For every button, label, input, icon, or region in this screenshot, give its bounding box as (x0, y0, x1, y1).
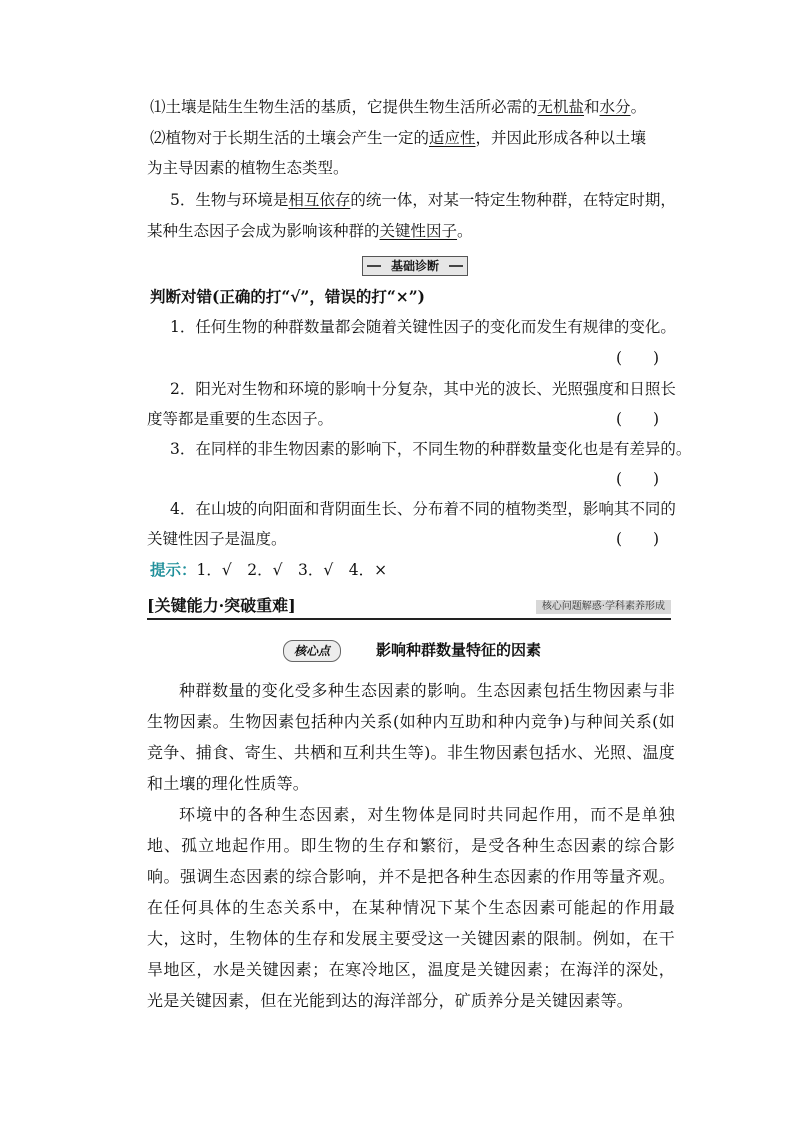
question-2-line-1: 2．阳光对生物和环境的影响十分复杂，其中光的波长、光照强度和日照长 (170, 380, 676, 398)
tip-answers: 1．√ 2．√ 3．√ 4．× (196, 561, 388, 579)
point-1-line (150, 96, 646, 118)
core-point-title: 影响种群数量特征的因素 (376, 641, 542, 659)
question-4-line-1: 4．在山坡的向阳面和背阴面生长、分布着不同的植物类型，影响其不同的 (170, 500, 676, 518)
point-5-text: 5．生物与环境是 (170, 191, 289, 209)
point-1-key-water: 水分 (599, 98, 631, 116)
point-5-line-2 (147, 220, 473, 242)
diagnosis-instruction: 判断对错(正确的打“√”，错误的打“×”) (150, 287, 426, 306)
section-header (147, 596, 671, 620)
question-3: 3．在同样的非生物因素的影响下，不同生物的种群数量变化也是有差异的。 (170, 440, 692, 458)
tip-label: 提示： (150, 560, 197, 579)
answer-blank-1[interactable]: ( ) (616, 349, 660, 367)
point-2-key-adaptability: 适应性 (429, 129, 476, 147)
point-1-connector: 和 (584, 98, 600, 116)
basic-diagnosis-banner: 基础诊断 (362, 256, 468, 276)
point-5-text-tail: 的统一体，对某一特定生物种群，在特定时期， (350, 191, 676, 209)
point-2-text: ⑵植物对于长期生活的土壤会产生一定的 (150, 129, 430, 147)
point-1-end: 。 (630, 98, 647, 116)
point-5-line2-text: 某种生态因子会成为影响该种群的 (147, 222, 380, 240)
question-4-line-2: 关键性因子是温度。 (147, 530, 287, 548)
answer-blank-3[interactable]: ( ) (616, 470, 660, 488)
point-2-line-1 (150, 127, 646, 149)
body-paragraph-2: 环境中的各种生态因素，对生物体是同时共同起作用，而不是单独地、孤立地起作用。即生物的生存和繁衍，是受各种生态因素的综合影响。强调生态因素的综合影响，并不是把各种生态因素的作用等量齐观。在任何具体的生态关系中，在某种情况下某个生态因素可能起的作用最大，这时，生物体的生存和发展主要受这一关键因素的限制。例如，在干旱地区，水是关键因素；在寒冷地区，温度是关键因素；在海洋的深处，光是关键因素，但在光能到达的海洋部分，矿质养分是关键因素等。 (147, 805, 675, 1010)
section-title: [关键能力·突破重难] (147, 596, 296, 615)
answer-blank-4[interactable]: ( ) (616, 530, 660, 548)
section-tag: 核心问题解惑·学科素养形成 (536, 600, 671, 614)
point-5-key-factor: 关键性因子 (379, 222, 458, 240)
point-2-line-2: 为主导因素的植物生态类型。 (147, 159, 349, 177)
point-1-key-inorganic-salt: 无机盐 (537, 98, 585, 116)
question-2-line-2: 度等都是重要的生态因子。 (147, 410, 334, 428)
point-5-line-1 (170, 189, 676, 211)
core-point-badge: 核心点 (283, 640, 341, 662)
answer-blank-2[interactable]: ( ) (616, 410, 660, 428)
point-2-text-tail: ，并因此形成各种以土壤 (475, 129, 647, 147)
point-5-line2-end: 。 (457, 222, 473, 240)
answer-tips (150, 559, 387, 581)
point-1-text: ⑴土壤是陆生生物生活的基质，它提供生物生活所必需的 (150, 98, 538, 116)
question-1: 1．任何生物的种群数量都会随着关键性因子的变化而发生有规律的变化。 (170, 318, 676, 336)
point-5-key-interdependent: 相互依存 (288, 191, 351, 209)
body-paragraph-1: 种群数量的变化受多种生态因素的影响。生态因素包括生物因素与非生物因素。生物因素包括种内关系(如种内互助和种内竞争)与种间关系(如竞争、捕食、寄生、共栖和互利共生等)。非生物因素包括水、光照、温度和土壤的理化性质等。 (147, 681, 675, 793)
